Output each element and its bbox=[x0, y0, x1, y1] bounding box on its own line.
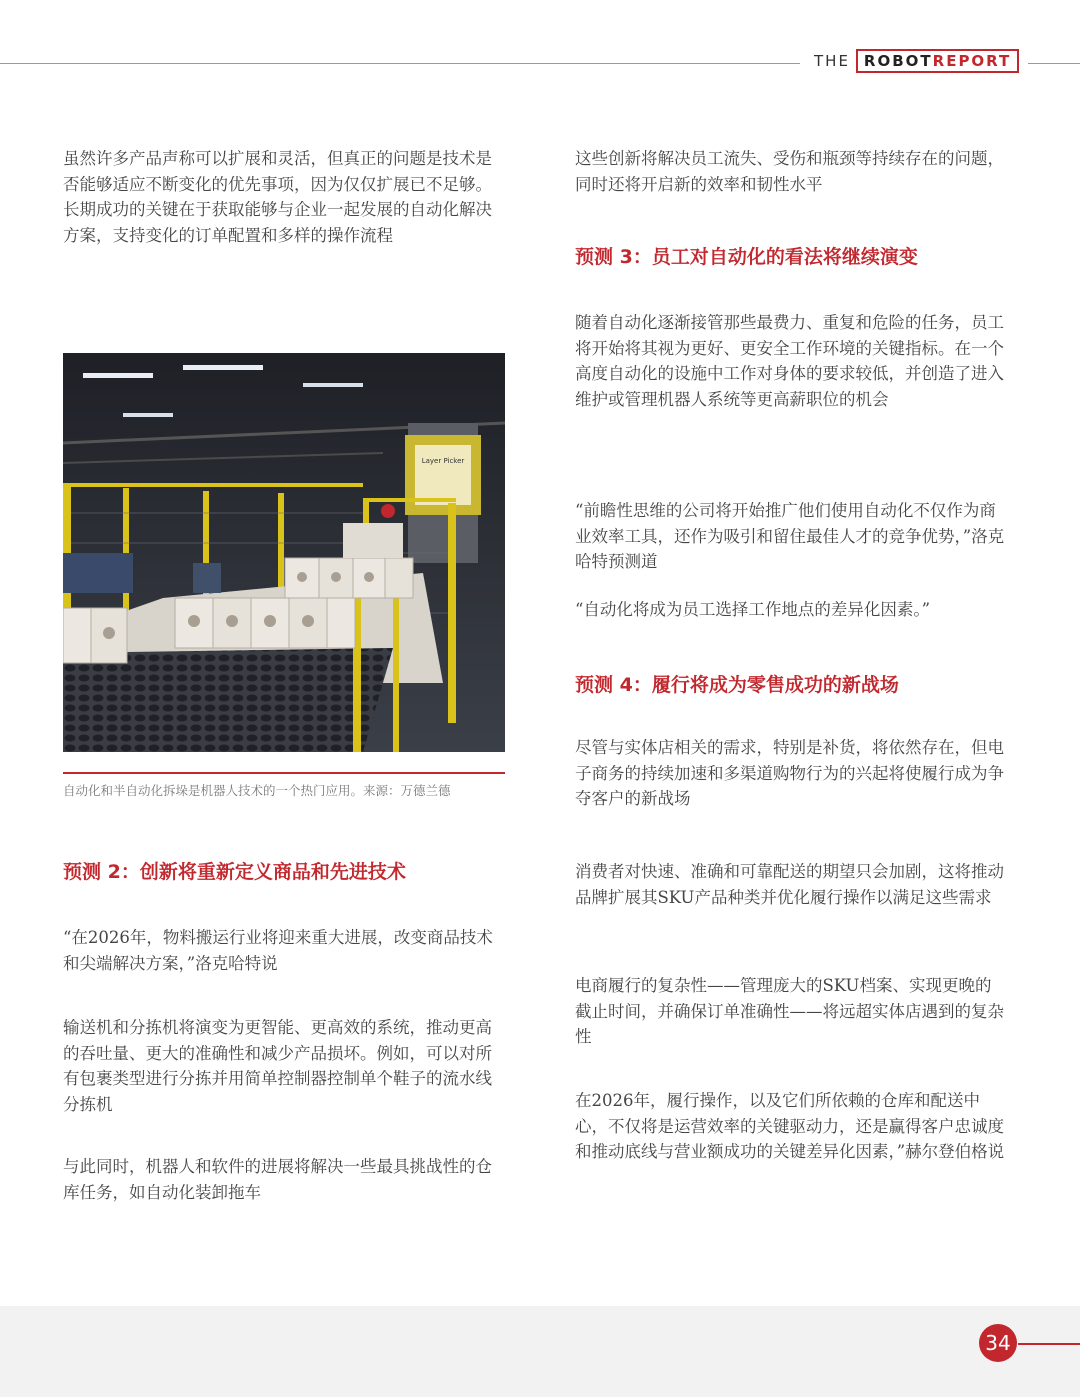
header-rule-left bbox=[0, 63, 800, 64]
prediction-2-heading: 预测 2：创新将重新定义商品和先进技术 bbox=[63, 861, 406, 883]
right-paragraph-7: 电商履行的复杂性——管理庞大的SKU档案、实现更晚的截止时间，并确保订单准确性——将远超实体店遇到的复杂性 bbox=[575, 976, 1004, 1046]
right-paragraph-6: 消费者对快速、准确和可靠配送的期望只会加剧，这将推动品牌扩展其SKU产品种类并优化履行操作以满足这些需求 bbox=[575, 862, 1004, 907]
page-number: 34 bbox=[979, 1324, 1017, 1362]
right-paragraph-2: 随着自动化逐渐接管那些最费力、重复和危险的任务，员工将开始将其视为更好、更安全工作环境的关键指标。在一个高度自动化的设施中工作对身体的要求较低，并创造了进入维护或管理机器人系统等更高薪职位的机会 bbox=[575, 313, 1004, 409]
right-paragraph-8: 在2026年，履行操作，以及它们所依赖的仓库和配送中心，不仅将是运营效率的关键驱动力，还是赢得客户忠诚度和推动底线与营业额成功的关键差异化因素，”赫尔登伯格说 bbox=[575, 1091, 1005, 1161]
page-number-rule bbox=[1018, 1343, 1080, 1345]
left-paragraph-4: 与此同时，机器人和软件的进展将解决一些最具挑战性的仓库任务，如自动化装卸拖车 bbox=[63, 1157, 492, 1202]
layer-picker-sign: Layer Picker bbox=[421, 457, 465, 465]
prediction-4-heading: 预测 4：履行将成为零售成功的新战场 bbox=[575, 674, 899, 696]
logo-report: REPORT bbox=[932, 52, 1012, 70]
logo-robot: ROBOT bbox=[863, 52, 933, 70]
header-rule-right bbox=[1028, 63, 1080, 64]
logo-box bbox=[856, 49, 1019, 73]
left-paragraph-3: 输送机和分拣机将演变为更智能、更高效的系统，推动更高的吞吐量、更大的准确性和减少产品损坏。例如，可以对所有包裹类型进行分拣并用简单控制器控制单个鞋子的流水线分拣机 bbox=[63, 1018, 492, 1114]
photo-caption: 自动化和半自动化拆垛是机器人技术的一个热门应用。来源：万德兰德 bbox=[63, 783, 451, 798]
warehouse-illustration bbox=[63, 353, 505, 752]
right-paragraph-5: 尽管与实体店相关的需求，特别是补货，将依然存在，但电子商务的持续加速和多渠道购物行为的兴起将使履行成为争夺客户的新战场 bbox=[575, 738, 1004, 808]
warehouse-palletizing-photo bbox=[63, 353, 505, 752]
right-paragraph-1: 这些创新将解决员工流失、受伤和瓶颈等持续存在的问题，同时还将开启新的效率和韧性水平 bbox=[575, 149, 1004, 194]
robot-report-logo bbox=[814, 48, 1019, 74]
left-paragraph-1: 虽然许多产品声称可以扩展和灵活，但真正的问题是技术是否能够适应不断变化的优先事项，因为仅仅扩展已不足够。长期成功的关键在于获取能够与企业一起发展的自动化解决方案，支持变化的订单配置和多样的操作流程 bbox=[63, 149, 492, 245]
right-paragraph-3: “前瞻性思维的公司将开始推广他们使用自动化不仅作为商业效率工具，还作为吸引和留住最佳人才的竞争优势，”洛克哈特预测道 bbox=[575, 501, 1005, 571]
logo-the: THE bbox=[814, 52, 850, 70]
left-paragraph-2: “在2026年，物料搬运行业将迎来重大进展，改变商品技术和尖端解决方案，”洛克哈特说 bbox=[63, 928, 493, 973]
right-paragraph-4: “自动化将成为员工选择工作地点的差异化因素。” bbox=[575, 600, 931, 619]
caption-rule bbox=[63, 772, 505, 774]
prediction-3-heading: 预测 3：员工对自动化的看法将继续演变 bbox=[575, 246, 918, 268]
page-footer bbox=[0, 1306, 1080, 1397]
